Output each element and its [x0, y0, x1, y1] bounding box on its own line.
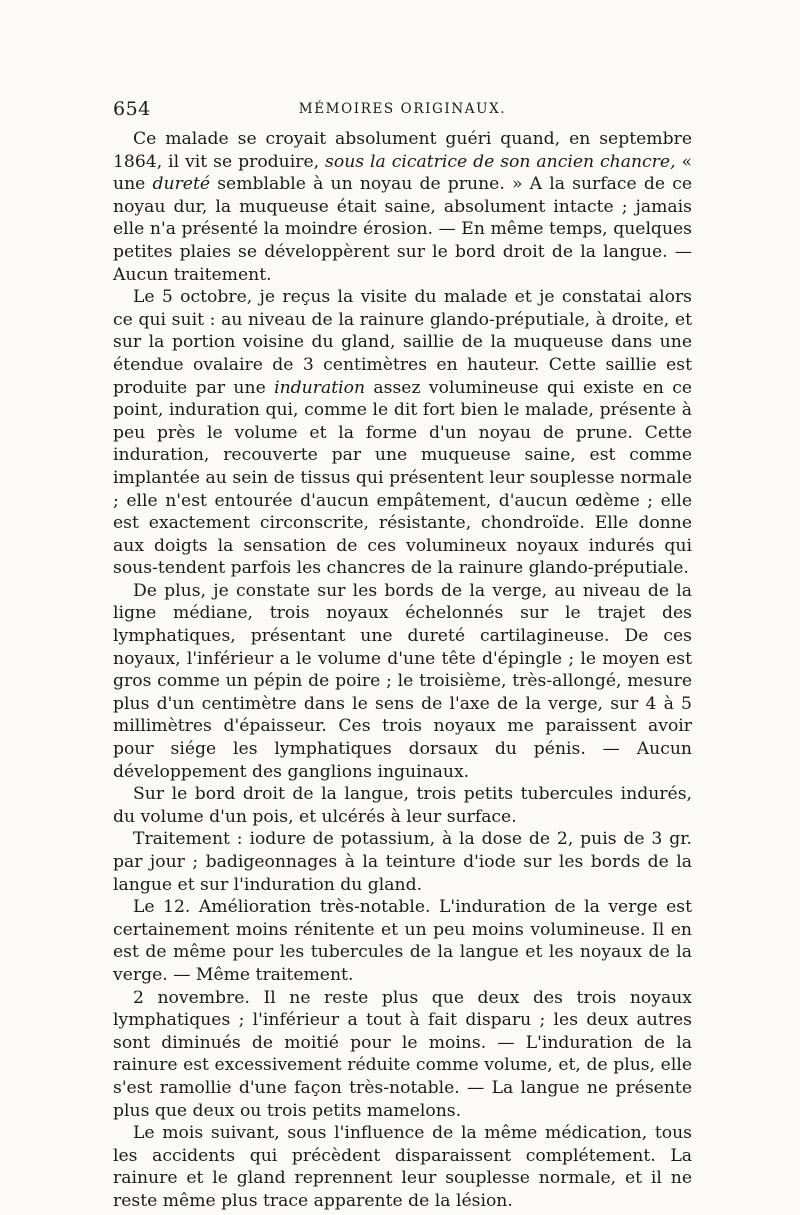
- italic-phrase: sous la cicatrice de son ancien chancre,: [325, 151, 676, 172]
- page-body: [113, 128, 692, 1213]
- page-header: [113, 98, 692, 126]
- paragraph-2: Le 5 octobre, je reçus la visite du malade et je constatai alors ce qui suit : au niveau de la rainure glando-préputiale, à droite, et sur la portion voisine du gland, saillie de la muqueuse dans une étendue ovalaire de 3 centimètres en hauteur. Cette saillie est produite par une induration assez volumineuse qui existe en ce point, induration qui, comme le dit fort bien le malade, présente à peu près le volume et la forme d'un noyau de prune. Cette induration, recouverte par une muqueuse saine, est comme implantée au sein de tissus qui présentent leur souplesse normale ; elle n'est entourée d'aucun empâtement, d'aucun œdème ; elle est exactement circonscrite, résistante, chondroïde. Elle donne aux doigts la sensation de ces volumineux noyaux indurés qui sous-tendent parfois les chancres de la rainure glando-préputiale.: [113, 287, 692, 579]
- paragraph-7: 2 novembre. Il ne reste plus que deux des trois noyaux lymphatiques ; l'inférieur a tout à fait disparu ; les deux autres sont diminués de moitié pour le moins. — L'induration de la rainure est excessivement réduite comme volume, et, de plus, elle s'est ramollie d'une façon très-notable. — La langue ne présente plus que deux ou trois petits mamelons.: [113, 987, 692, 1121]
- paragraph-8: Le mois suivant, sous l'influence de la même médication, tous les accidents qui précèdent disparaissent complétement. La rainure et le gland reprennent leur souplesse normale, et il ne reste même plus trace apparente de la lésion.: [113, 1123, 692, 1211]
- italic-word: dureté: [152, 174, 211, 195]
- paragraph-3: De plus, je constate sur les bords de la verge, au niveau de la ligne médiane, trois noyaux échelonnés sur le trajet des lymphatiques, présentant une dureté cartilagineuse. De ces noyaux, l'inférieur a le volume d'une tête d'épingle ; le moyen est gros comme un pépin de poire ; le troisième, très-allongé, mesure plus d'un centimètre dans le sens de l'axe de la verge, sur 4 à 5 millimètres d'épaisseur. Ces trois noyaux me paraissent avoir pour siége les lymphatiques dorsaux du pénis. — Aucun développement des ganglions inguinaux.: [113, 580, 692, 782]
- italic-word: induration: [274, 377, 366, 398]
- page-number: 654: [113, 98, 151, 120]
- paragraph-1: Ce malade se croyait absolument guéri quand, en septembre 1864, il vit se produire, sous la cicatrice de son ancien chancre, « une dureté semblable à un noyau de prune. » A la surface de ce noyau dur, la muqueuse était saine, absolument intacte ; jamais elle n'a présenté la moindre érosion. — En même temps, quelques petites plaies se développèrent sur le bord droit de la langue. — Aucun traitement.: [113, 129, 693, 285]
- paragraph-6: Le 12. Amélioration très-notable. L'induration de la verge est certainement moins rénitente et un peu moins volumineuse. Il en est de même pour les tubercules de la langue et les noyaux de la verge. — Même traitement.: [113, 897, 692, 985]
- running-title: MÉMOIRES ORIGINAUX.: [298, 101, 507, 117]
- paragraph-4: Sur le bord droit de la langue, trois petits tubercules indurés, du volume d'un pois, et ulcérés à leur surface.: [113, 784, 692, 827]
- paragraph-5: Traitement : iodure de potassium, à la dose de 2, puis de 3 gr. par jour ; badigeonnages à la teinture d'iode sur les bords de la langue et sur l'induration du gland.: [113, 829, 692, 895]
